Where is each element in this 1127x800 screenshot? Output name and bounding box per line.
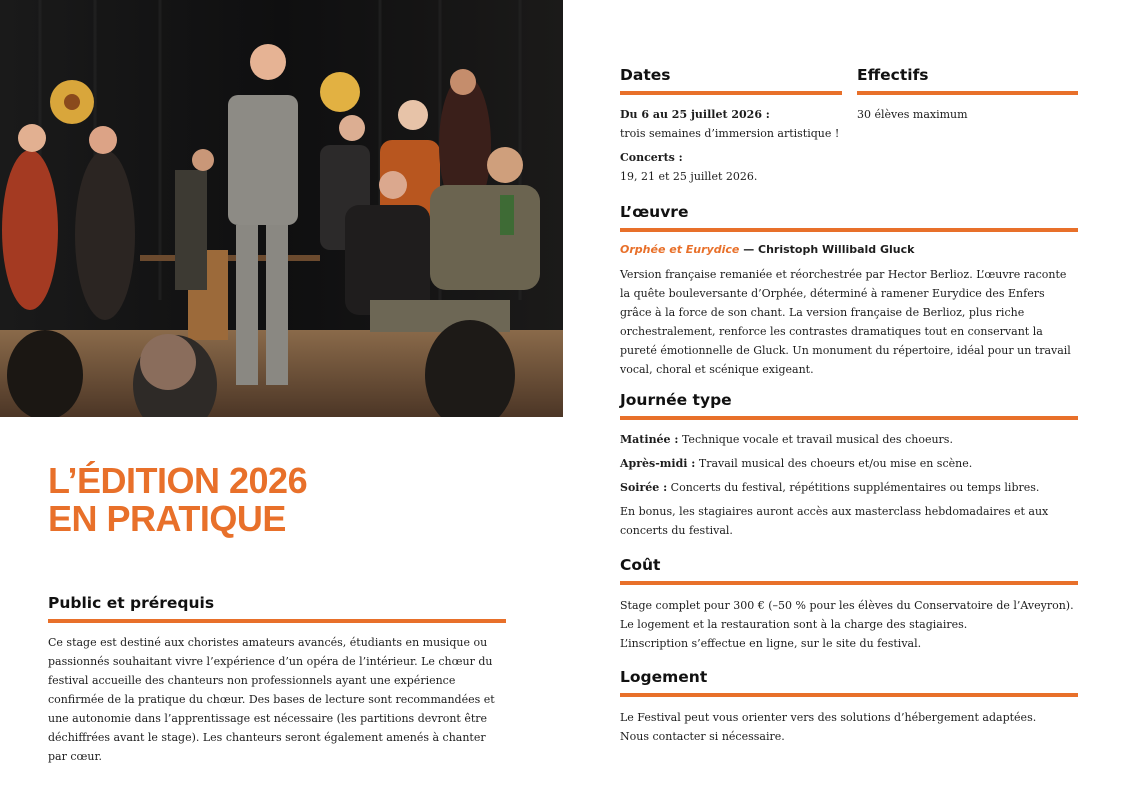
- page-title-line2: EN PRATIQUE: [48, 498, 286, 539]
- effectifs-section: [857, 66, 1078, 124]
- work-line: [620, 240, 1078, 259]
- cout-line3: L’inscription s’effectue en ligne, sur le site du festival.: [620, 637, 922, 650]
- oeuvre-text: Version française remaniée et réorchestrée par Hector Berlioz. L’œuvre raconte la quête bouleversante d’Orphée, déterminé à ramener Eurydice des Enfers grâce à la force de son chant. La version française de Berlioz, plus riche orchestralement, renforce les contrastes dramatiques tout en conservant la pureté émotionnelle de Gluck. Un monument du répertoire, idéal pour un travail vocal, choral et scénique exigeant.: [620, 268, 1071, 376]
- soiree-label: Soirée :: [620, 481, 668, 494]
- soiree-line: [620, 478, 1078, 497]
- matinee-label: Matinée :: [620, 433, 679, 446]
- logement-line1: Le Festival peut vous orienter vers des solutions d’hébergement adaptées.: [620, 711, 1037, 724]
- cout-heading: Coût: [620, 556, 1078, 585]
- effectifs-text: 30 élèves maximum: [857, 108, 968, 121]
- stage-photo: [0, 0, 563, 417]
- oeuvre-section: [620, 203, 1078, 379]
- soiree-text: Concerts du festival, répétitions supplémentaires ou temps libres.: [667, 481, 1040, 494]
- work-title: Orphée et Eurydice: [620, 243, 740, 256]
- concerts-text: 19, 21 et 25 juillet 2026.: [620, 170, 758, 183]
- cout-section: [620, 556, 1078, 653]
- apresmidi-label: Après-midi :: [620, 457, 696, 470]
- page-title: [48, 462, 307, 538]
- oeuvre-heading: L’œuvre: [620, 203, 1078, 232]
- logement-section: [620, 668, 1078, 746]
- dates-heading: Dates: [620, 66, 842, 95]
- apresmidi-line: [620, 454, 1078, 473]
- concerts-label: Concerts :: [620, 151, 683, 164]
- public-section: [48, 594, 506, 766]
- dates-paragraph: [620, 105, 842, 143]
- journee-section: [620, 391, 1078, 545]
- dates-label: Du 6 au 25 juillet 2026 :: [620, 108, 770, 121]
- page-title-line1: L’ÉDITION 2026: [48, 460, 308, 501]
- matinee-line: [620, 430, 1078, 449]
- public-heading: Public et prérequis: [48, 594, 506, 623]
- bonus-text: En bonus, les stagiaires auront accès aux masterclass hebdomadaires et aux concerts du festival.: [620, 505, 1049, 537]
- cout-line1: Stage complet pour 300 € (–50 % pour les élèves du Conservatoire de l’Aveyron).: [620, 599, 1074, 612]
- work-composer: — Christoph Willibald Gluck: [739, 243, 915, 256]
- effectifs-heading: Effectifs: [857, 66, 1078, 95]
- matinee-text: Technique vocale et travail musical des choeurs.: [678, 433, 953, 446]
- public-text: Ce stage est destiné aux choristes amateurs avancés, étudiants en musique ou passionnés souhaitant vivre l’expérience d’un opéra de l’intérieur. Le chœur du festival accueille des chanteurs non professionnels ayant une expérience confirmée de la pratique du chœur. Des bases de lecture sont recommandées et une autonomie dans l’apprentissage est nécessaire (les partitions devront être déchiffrées avant le stage). Les chanteurs seront également amenés à chanter par cœur.: [48, 636, 495, 763]
- dates-section: [620, 66, 842, 191]
- dates-text: trois semaines d’immersion artistique !: [620, 127, 840, 140]
- journee-heading: Journée type: [620, 391, 1078, 420]
- logement-line2: Nous contacter si nécessaire.: [620, 730, 785, 743]
- apresmidi-text: Travail musical des choeurs et/ou mise en scène.: [695, 457, 973, 470]
- concerts-paragraph: [620, 148, 842, 186]
- logement-heading: Logement: [620, 668, 1078, 697]
- cout-line2: Le logement et la restauration sont à la charge des stagiaires.: [620, 618, 968, 631]
